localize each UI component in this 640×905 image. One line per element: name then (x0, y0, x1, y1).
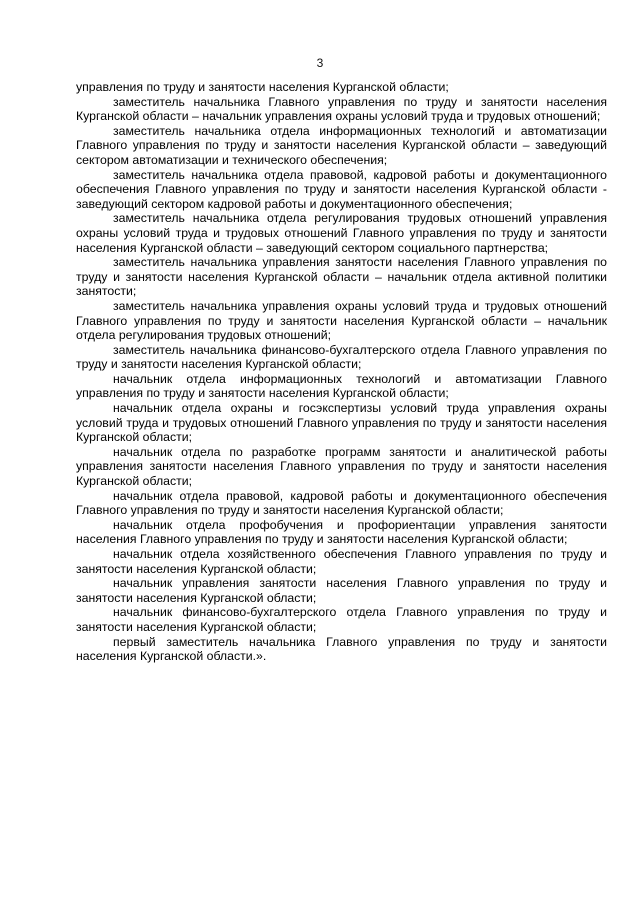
paragraph: заместитель начальника управления занятости населения Главного управления по труду и занятости населения Курганской области – начальник отдела активной политики занятости; (76, 255, 607, 299)
paragraph: заместитель начальника отдела правовой, кадровой работы и документационного обеспечения Главного управления по труду и занятости населения Курганской области - заведующий сектором кадровой работы и документационного обеспечения; (76, 167, 607, 211)
paragraph: начальник отдела профобучения и профориентации управления занятости населения Главного управления по труду и занятости населения Курганской области; (76, 517, 607, 547)
paragraph: заместитель начальника отдела информационных технологий и автоматизации Главного управления по труду и занятости населения Курганской области – заведующий сектором автоматизации и технического обеспечения; (76, 123, 607, 167)
paragraph: начальник отдела охраны и госэкспертизы условий труда управления охраны условий труда и трудовых отношений Главного управления по труду и занятости населения Курганской области; (76, 401, 607, 445)
paragraph: начальник отдела по разработке программ занятости и аналитической работы управления занятости населения Главного управления по труду и занятости населения Курганской области; (76, 444, 607, 489)
paragraph: начальник отдела хозяйственного обеспечения Главного управления по труду и занятости населения Курганской области; (76, 547, 607, 576)
paragraph: начальник управления занятости населения Главного управления по труду и занятости населения Курганской области; (76, 576, 607, 605)
body-text (76, 80, 607, 664)
paragraph: начальник отдела информационных технологий и автоматизации Главного управления по труду и занятости населения Курганской области; (76, 371, 607, 401)
paragraph: начальник финансово-бухгалтерского отдела Главного управления по труду и занятости населения Курганской области; (76, 605, 607, 634)
paragraph: заместитель начальника финансово-бухгалтерского отдела Главного управления по труду и занятости населения Курганской области; (76, 342, 607, 372)
paragraph: начальник отдела правовой, кадровой работы и документационного обеспечения Главного управления по труду и занятости населения Курганской области; (76, 488, 607, 518)
paragraph: заместитель начальника управления охраны условий труда и трудовых отношений Главного управления по труду и занятости населения Курганской области – начальник отдела регулирования трудовых отношений; (76, 298, 607, 343)
page-number: 3 (316, 56, 324, 70)
paragraph: заместитель начальника отдела регулирования трудовых отношений управления охраны условий труда и трудовых отношений Главного управления по труду и занятости населения Курганской области – заведующий сектором социального партнерства; (76, 211, 607, 255)
paragraph: первый заместитель начальника Главного управления по труду и занятости населения Курганской области.». (76, 634, 607, 664)
paragraph: заместитель начальника Главного управления по труду и занятости населения Курганской области – начальник управления охраны условий труда и трудовых отношений; (76, 94, 607, 124)
paragraph: управления по труду и занятости населения Курганской области; (76, 80, 449, 94)
